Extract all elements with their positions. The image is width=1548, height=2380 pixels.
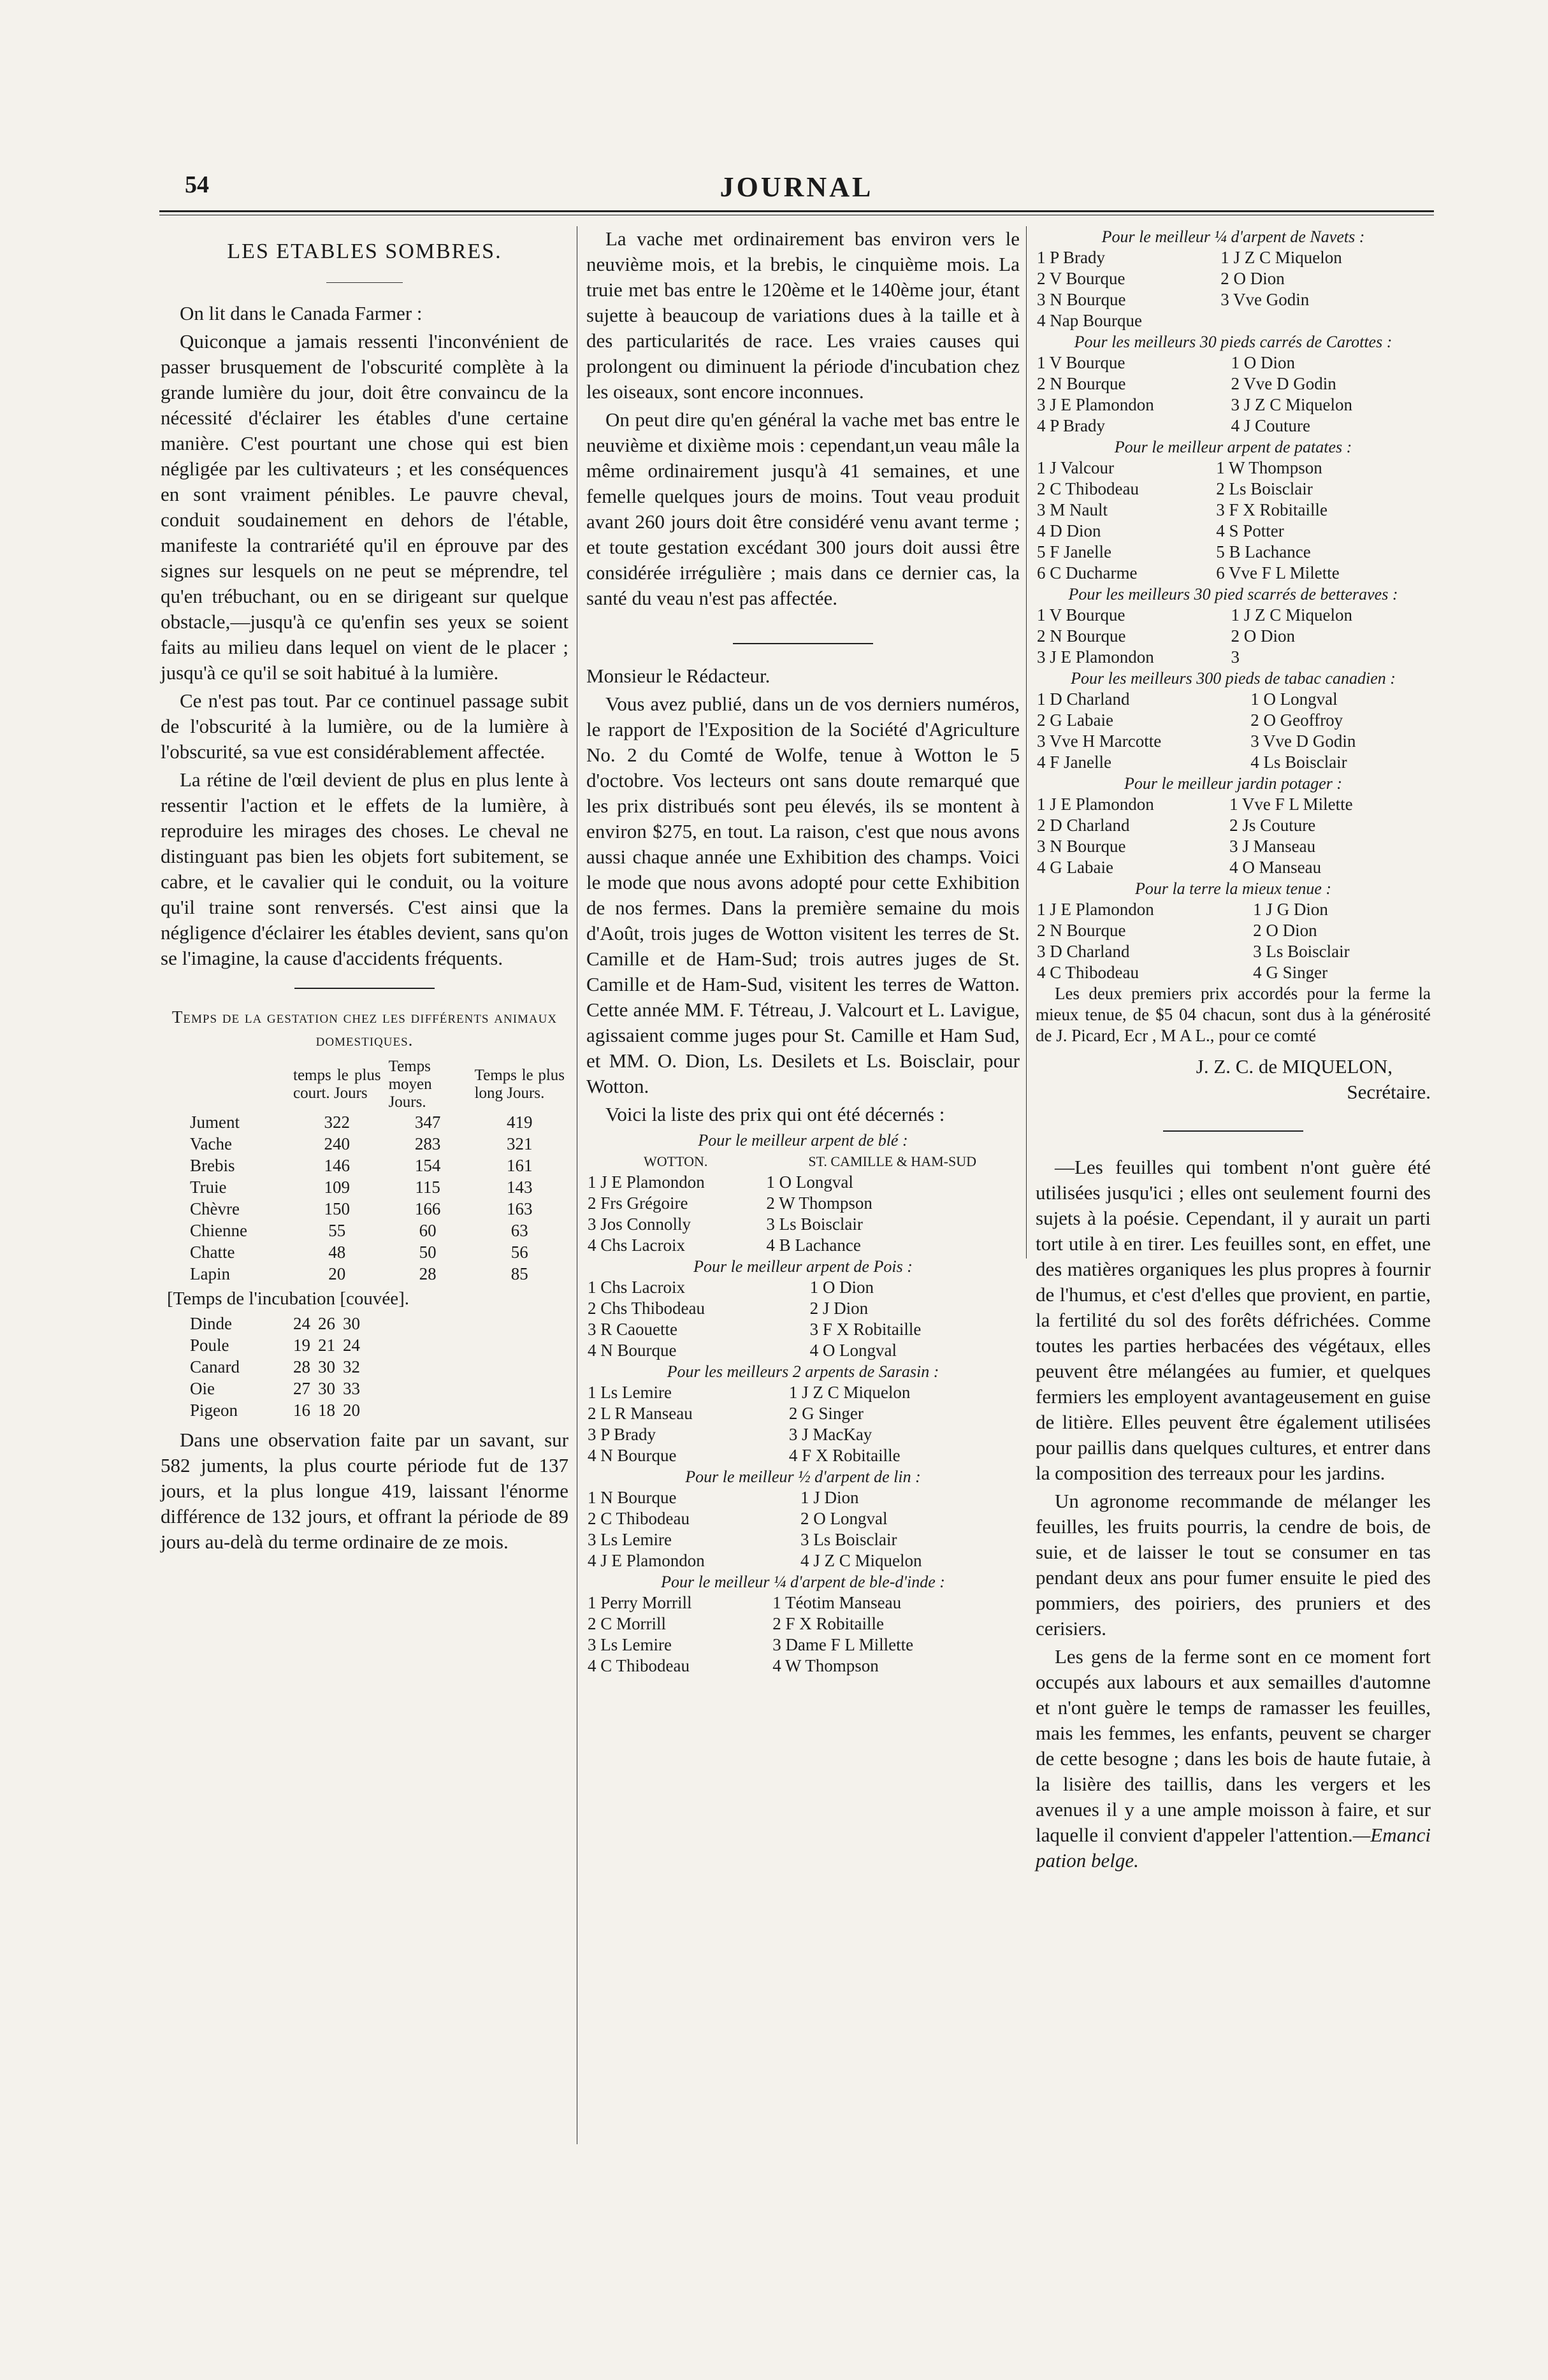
table-cell: 3 Ls Boisclair	[1253, 942, 1350, 961]
table-row	[186, 1399, 364, 1421]
prize-row	[586, 1340, 1020, 1361]
table-cell: 1 J G Dion	[1253, 900, 1328, 919]
signature-name: J. Z. C. de MIQUELON,	[1196, 1055, 1392, 1078]
table-cell: 18	[318, 1401, 335, 1420]
table-cell: 2 N Bourque	[1037, 374, 1126, 393]
table-cell: 2 C Morrill	[588, 1614, 667, 1633]
header-cell: Temps moyen Jours.	[388, 1058, 432, 1111]
prize-row	[586, 1214, 1020, 1235]
prize-heading: Pour les meilleurs 300 pieds de tabac canadien :	[1071, 669, 1396, 688]
table-row	[186, 1334, 364, 1356]
header-cell: temps le plus court. Jours	[293, 1067, 381, 1102]
column-3	[1036, 226, 1431, 1876]
table-cell: 3 D Charland	[1037, 942, 1130, 961]
prize-row	[586, 1319, 1020, 1340]
prize-row	[1036, 752, 1431, 773]
table-header-row	[186, 1058, 568, 1111]
table-cell: 154	[414, 1156, 441, 1175]
table-cell: 20	[328, 1264, 346, 1283]
table-cell: 2 F X Robitaille	[772, 1614, 884, 1633]
table-cell: Vache	[190, 1134, 232, 1153]
table-cell: 4 P Brady	[1037, 416, 1105, 435]
column-1	[161, 226, 568, 1557]
signature-title: Secrétaire.	[1347, 1081, 1431, 1103]
table-cell: 4 F X Robitaille	[788, 1446, 901, 1465]
table-cell: 3 Ls Boisclair	[800, 1530, 897, 1549]
prize-heading: Pour le meilleur jardin potager :	[1124, 774, 1343, 793]
paragraph: On lit dans le Canada Farmer :	[180, 302, 423, 324]
table-cell: 2 J Dion	[809, 1299, 869, 1318]
table-cell: 1 P Brady	[1037, 248, 1105, 267]
table-cell: Brebis	[190, 1156, 235, 1175]
table-cell: 3 F X Robitaille	[809, 1320, 922, 1339]
table-cell: 240	[324, 1134, 351, 1153]
prize-row	[1036, 521, 1431, 542]
table-cell: 4 G Singer	[1253, 963, 1328, 982]
column-label: WOTTON.	[643, 1153, 708, 1169]
table-cell: 63	[510, 1221, 528, 1240]
paragraph: Les deux premiers prix accordés pour la ferme la mieux tenue, de $5 04 chacun, sont dus à la générosité de J. Picard, Ecr , M A L., pour ce comté	[1036, 984, 1431, 1045]
column-label: ST. CAMILLE & HAM-SUD	[808, 1153, 976, 1169]
prize-row	[1036, 626, 1431, 647]
incubation-table	[186, 1313, 364, 1421]
table-cell: Dinde	[190, 1314, 232, 1333]
table-cell: Chienne	[190, 1221, 247, 1240]
table-row	[186, 1356, 364, 1378]
prize-heading: Pour le meilleur ¼ d'arpent de ble-d'inde :	[661, 1573, 945, 1591]
table-cell: 2 G Labaie	[1037, 710, 1113, 730]
table-cell: 4 F Janelle	[1037, 753, 1111, 772]
table-cell: 1 J Z C Miquelon	[1231, 605, 1353, 624]
table-cell: 1 V Bourque	[1037, 353, 1125, 372]
prize-row	[586, 1655, 1020, 1677]
table-cell: 1 J Z C Miquelon	[788, 1383, 911, 1402]
table-cell: 4 O Longval	[809, 1341, 897, 1360]
table-cell: Canard	[190, 1357, 240, 1376]
table-cell: 3 Vve H Marcotte	[1037, 732, 1162, 751]
table-cell: 4 Ls Boisclair	[1250, 753, 1347, 772]
prize-table-betteraves	[1036, 605, 1431, 668]
prize-heading: Pour les meilleurs 2 arpents de Sarasin :	[667, 1362, 939, 1381]
prize-table-wheat	[586, 1151, 1020, 1256]
table-cell: 3 Vve D Godin	[1250, 732, 1356, 751]
table-cell: 2 C Thibodeau	[588, 1509, 690, 1528]
table-cell: 3	[1231, 647, 1240, 667]
table-cell: 30	[343, 1314, 360, 1333]
prize-row	[1036, 605, 1431, 626]
paragraph: La vache met ordinairement bas environ vers le neuvième mois, et la brebis, le cinquième mois. La truie met bas entre le 120ème et le 140ème jour, étant sujette à beaucoup de variations dues à la taille et à des particularités de race. Les vraies causes qui prolongent ou diminuent la période d'incubation chez les oiseaux, sont encore inconnues.	[586, 227, 1020, 403]
prize-table-patates	[1036, 458, 1431, 584]
table-title: Temps de la gestation chez les différents animaux domestiques.	[171, 1007, 558, 1049]
table-row	[186, 1378, 364, 1399]
prize-row	[1036, 647, 1431, 668]
table-row	[186, 1176, 568, 1198]
table-cell: 1 W Thompson	[1216, 458, 1322, 477]
paragraph: Dans une observation faite par un savant, sur 582 juments, la plus courte période fut de 137 jours, et la plus longue 419, laissant l'énorme différence de 132 jours, et offrant la période de 89 jours au-delà du terme ordinaire de ze mois.	[161, 1429, 568, 1553]
table-row	[186, 1133, 568, 1155]
prize-table-lin	[586, 1487, 1020, 1571]
gestation-table	[186, 1058, 568, 1285]
table-cell: 1 O Longval	[766, 1172, 853, 1192]
prize-row	[1036, 542, 1431, 563]
paragraph	[1036, 1644, 1431, 1873]
table-cell: 321	[507, 1134, 533, 1153]
prize-row	[1036, 394, 1431, 415]
table-cell: 1 J Z C Miquelon	[1220, 248, 1342, 267]
table-cell: 3 Jos Connolly	[588, 1215, 691, 1234]
prize-row	[1036, 857, 1431, 878]
prize-row	[1036, 815, 1431, 836]
table-cell: 1 O Longval	[1250, 689, 1338, 709]
table-cell: 2 O Dion	[1231, 626, 1296, 645]
table-cell: 115	[415, 1178, 440, 1197]
prize-row	[1036, 268, 1431, 289]
table-cell: 24	[293, 1314, 310, 1333]
table-cell: 1 N Bourque	[588, 1488, 677, 1507]
table-cell: 1 J Valcour	[1037, 458, 1114, 477]
prize-row	[586, 1487, 1020, 1508]
table-row	[186, 1155, 568, 1176]
table-cell: 4 S Potter	[1216, 521, 1284, 540]
table-cell: 2 O Dion	[1253, 921, 1317, 940]
table-cell: 3 Vve Godin	[1220, 290, 1310, 309]
table-cell: 6 C Ducharme	[1037, 563, 1138, 582]
prize-row	[1036, 310, 1431, 331]
table-cell: 3 J Manseau	[1229, 837, 1316, 856]
table-cell: 2 O Geoffroy	[1250, 710, 1343, 730]
table-cell: 3 Ls Boisclair	[766, 1215, 863, 1234]
table-cell: 4 Nap Bourque	[1037, 311, 1142, 330]
prize-table-navets	[1036, 247, 1431, 331]
prize-heading: Pour les meilleurs 30 pieds carrés de Carottes :	[1074, 333, 1392, 351]
table-cell: 1 J E Plamondon	[1037, 795, 1154, 814]
paragraph: Vous avez publié, dans un de vos derniers numéros, le rapport de l'Exposition de la Société d'Agriculture No. 2 du Comté de Wolfe, tenue à Wotton le 5 d'octobre. Vos lecteurs ont sans doute remarqué que les prix distribués sont peu élevés, ils se montent à environ $275, en tout. La raison, c'est que nous avons aussi chaque année une Exhibition des champs. Voici le mode que nous avons adopté pour cette Exhibition de nos fermes. Dans la première semaine du mois d'Août, trois juges de Wotton visitent les terres de St. Camille et de Ham-Sud; trois autres juges de St. Camille et de Ham-Sud, visitent les terres de Watton. Cette année MM. F. Tétreau, J. Valcourt et L. Lavigue, agissaient comme juges pour St. Camille et Ham Sud, et MM. O. Dion, Ls. Desilets et Ls. Boisclair, pour Wotton.	[586, 693, 1020, 1097]
table-cell: 3 N Bourque	[1037, 837, 1126, 856]
source-credit: —Emanci pation belge.	[1036, 1824, 1431, 1872]
prize-row	[1036, 352, 1431, 373]
prize-row	[586, 1508, 1020, 1529]
table-cell: 1 J E Plamondon	[588, 1172, 705, 1192]
header-cell	[186, 1058, 289, 1111]
prize-row	[586, 1172, 1020, 1193]
prize-row	[1036, 962, 1431, 983]
prize-table-tabac	[1036, 689, 1431, 773]
table-cell: 4 G Labaie	[1037, 858, 1113, 877]
journal-title: JOURNAL	[720, 171, 874, 203]
table-cell: 2 L R Manseau	[588, 1404, 693, 1423]
prize-row	[586, 1382, 1020, 1403]
prize-heading: Pour les meilleurs 30 pied scarrés de betteraves :	[1068, 585, 1398, 603]
prize-row	[1036, 479, 1431, 500]
table-cell: 16	[293, 1401, 310, 1420]
table-cell: 3 Dame F L Millette	[772, 1635, 914, 1654]
table-cell: Chatte	[190, 1243, 235, 1262]
table-cell: 2 N Bourque	[1037, 921, 1126, 940]
column-2	[586, 226, 1020, 1677]
table-cell: Poule	[190, 1336, 229, 1355]
table-cell: 2 N Bourque	[1037, 626, 1126, 645]
prize-row	[1036, 836, 1431, 857]
table-cell: 1 Téotim Manseau	[772, 1593, 902, 1612]
table-cell: 322	[324, 1113, 351, 1132]
prize-row	[586, 1550, 1020, 1571]
table-cell: 166	[414, 1199, 441, 1218]
table-cell: 163	[507, 1199, 533, 1218]
prize-row	[586, 1634, 1020, 1655]
paragraph: —Les feuilles qui tombent n'ont guère été utilisées jusqu'ici ; elles ont seulement fourni des sujets à la poésie. Cependant, il y aurait un parti tort utile à en tirer. Les feuilles sont, en effet, une des matières organiques les plus propres à fournir de l'humus, et c'est d'elles que provient, en partie, la fertilité du sol des forêts défrichées. Comme toutes les parties herbacées des végétaux, elles peuvent être mélangées au fumier, et quelques fermiers les employent avantageusement en guise de litière. Elles peuvent être également utilisées pour paillis dans quelques cultures, et entrer dans la composition des terreaux pour les jardins.	[1036, 1156, 1431, 1484]
prize-row	[586, 1193, 1020, 1214]
table-cell: 3 J Z C Miquelon	[1231, 395, 1353, 414]
table-cell: 4 C Thibodeau	[588, 1656, 690, 1675]
prize-row	[1036, 373, 1431, 394]
table-cell: 1 J Dion	[800, 1488, 859, 1507]
table-cell: 50	[419, 1243, 437, 1262]
table-cell: Oie	[190, 1379, 215, 1398]
prize-row	[1036, 458, 1431, 479]
prize-table-terre	[1036, 899, 1431, 983]
prize-heading: Pour la terre la mieux tenue :	[1134, 879, 1332, 898]
table-cell: 1 O Dion	[809, 1278, 874, 1297]
paragraph: Quiconque a jamais ressenti l'inconvénient de passer brusquement de l'obscurité complète à la grande lumière du jour, doit être convaincu de la nécessité d'éclairer les étables d'une certaine manière. C'est pourtant une chose qui est bien négligée par les cultivateurs ; et les conséquences en sont vraiment pénibles. Le pauvre cheval, conduit soudainement en dehors de l'étable, manifeste la contrariété qu'il en éprouve par des signes sur lesquels on ne peut se méprendre, tel qu'en trébuchant, ou en se dirigeant sur quelque obstacle,—jusqu'à ce qu'enfin ses yeux se soient faits au milieu dans lequel on vient de le placer ; jusqu'à ce qu'il se soit habitué à la lumière.	[161, 330, 568, 684]
table-cell: 5 B Lachance	[1216, 542, 1311, 561]
table-cell: Chèvre	[190, 1199, 240, 1218]
table-cell: Lapin	[190, 1264, 230, 1283]
prize-row	[1036, 415, 1431, 436]
prize-row	[586, 1235, 1020, 1256]
prize-row	[1036, 710, 1431, 731]
table-cell: 1 D Charland	[1037, 689, 1130, 709]
table-cell: 4 B Lachance	[766, 1236, 861, 1255]
separator-rule	[733, 643, 873, 644]
prize-row	[586, 1424, 1020, 1445]
table-cell: 2 W Thompson	[766, 1194, 872, 1213]
table-cell: 6 Vve F L Milette	[1216, 563, 1340, 582]
page-header	[159, 171, 1434, 209]
table-cell: 3 M Nault	[1037, 500, 1108, 519]
table-row	[186, 1111, 568, 1133]
prize-table-pois	[586, 1277, 1020, 1361]
title-rule	[326, 282, 403, 283]
table-cell: 2 C Thibodeau	[1037, 479, 1139, 498]
table-cell: 3 Ls Lemire	[588, 1530, 672, 1549]
paragraph: Ce n'est pas tout. Par ce continuel passage subit de l'obscurité à la lumière, ou de la lumière à l'obscurité, sa vue est considérablement affectée.	[161, 689, 568, 763]
column-divider-2	[1026, 226, 1027, 1259]
table-cell: 161	[507, 1156, 533, 1175]
table-cell: Pigeon	[190, 1401, 238, 1420]
prize-table-sarrasin	[586, 1382, 1020, 1466]
table-cell: 85	[510, 1264, 528, 1283]
prize-table-ble-inde	[586, 1592, 1020, 1677]
table-cell: 60	[419, 1221, 437, 1240]
prize-row	[1036, 563, 1431, 584]
prize-row	[1036, 500, 1431, 521]
paragraph: Un agronome recommande de mélanger les feuilles, les fruits pourris, la cendre de bois, de suie, et de laisser le tout se consumer en tas pendant deux ans pour fumer ensuite le pied des pommiers, des poiriers, des pruniers et des cerisiers.	[1036, 1490, 1431, 1640]
prize-row	[1036, 689, 1431, 710]
table-cell: Jument	[190, 1113, 240, 1132]
table-cell: 2 Chs Thibodeau	[588, 1299, 705, 1318]
table-cell: 2 Frs Grégoire	[588, 1194, 688, 1213]
table-cell: 4 O Manseau	[1229, 858, 1322, 877]
prize-row	[586, 1445, 1020, 1466]
table-cell: 1 J E Plamondon	[1037, 900, 1154, 919]
prize-row	[586, 1613, 1020, 1634]
table-row	[186, 1241, 568, 1263]
prize-table-carottes	[1036, 352, 1431, 436]
table-cell: 347	[414, 1113, 441, 1132]
table-cell: 3 N Bourque	[1037, 290, 1126, 309]
table-cell: 419	[507, 1113, 533, 1132]
table-cell: 3 J MacKay	[788, 1425, 872, 1444]
table-cell: 20	[343, 1401, 360, 1420]
table-cell: 1 O Dion	[1231, 353, 1296, 372]
article-title: LES ETABLES SOMBRES.	[227, 240, 502, 263]
table-cell: 4 D Dion	[1037, 521, 1101, 540]
table-cell: 4 J Couture	[1231, 416, 1311, 435]
prize-heading: Pour le meilleur ¼ d'arpent de Navets :	[1101, 227, 1365, 246]
table-cell: 3 J E Plamondon	[1037, 647, 1154, 667]
table-row	[186, 1263, 568, 1285]
prize-row	[1036, 731, 1431, 752]
table-cell: 146	[324, 1156, 351, 1175]
table-cell: 283	[414, 1134, 441, 1153]
table-cell: 4 N Bourque	[588, 1446, 677, 1465]
prize-row	[1036, 941, 1431, 962]
table-cell: 56	[510, 1243, 528, 1262]
prize-row	[1036, 247, 1431, 268]
table-cell: 2 D Charland	[1037, 816, 1130, 835]
page-number: 54	[185, 171, 209, 198]
table-cell: 2 G Singer	[788, 1404, 864, 1423]
table-cell: 32	[343, 1357, 360, 1376]
prize-row	[586, 1592, 1020, 1613]
table-cell: 4 W Thompson	[772, 1656, 879, 1675]
table-cell: 3 F X Robitaille	[1216, 500, 1328, 519]
table-cell: 1 Vve F L Milette	[1229, 795, 1353, 814]
separator-rule	[1163, 1130, 1303, 1132]
prize-row	[1036, 289, 1431, 310]
separator-rule	[294, 988, 435, 989]
table-cell: 33	[343, 1379, 360, 1398]
table-row	[186, 1198, 568, 1220]
table-cell: 27	[293, 1379, 310, 1398]
table-cell: 109	[324, 1178, 351, 1197]
paragraph-text: Les gens de la ferme sont en ce moment fort occupés aux labours et aux semailles d'automne et n'ont guère le temps de ramasser les feuilles, mais les femmes, les enfants, peuvent se charger de cette besogne ; dans les bois de haute futaie, à la lisière des taillis, dans les vergers et les avenues il y a une ample moisson à faire, et sur laquelle il convient d'appeler l'attention.	[1036, 1645, 1431, 1846]
table-cell: 3 R Caouette	[588, 1320, 677, 1339]
table-cell: 1 Chs Lacroix	[588, 1278, 685, 1297]
table-cell: 24	[343, 1336, 360, 1355]
table-cell: 4 C Thibodeau	[1037, 963, 1139, 982]
prize-columns	[586, 1151, 1020, 1172]
table-cell: 5 F Janelle	[1037, 542, 1111, 561]
table-cell: 3 J E Plamondon	[1037, 395, 1154, 414]
table-cell: 19	[293, 1336, 310, 1355]
table-cell: 3 P Brady	[588, 1425, 656, 1444]
prize-row	[1036, 899, 1431, 920]
table-cell: 1 V Bourque	[1037, 605, 1125, 624]
table-row	[186, 1313, 364, 1334]
table-cell: 21	[318, 1336, 335, 1355]
prize-table-jardin	[1036, 794, 1431, 878]
prize-row	[586, 1529, 1020, 1550]
prize-heading: Pour le meilleur arpent de patates :	[1114, 438, 1352, 456]
prize-row	[586, 1277, 1020, 1298]
prize-row	[1036, 920, 1431, 941]
prize-heading: Pour le meilleur arpent de blé :	[698, 1131, 908, 1150]
table-cell: 143	[507, 1178, 533, 1197]
table-cell: 3 Ls Lemire	[588, 1635, 672, 1654]
prize-heading: Pour le meilleur ½ d'arpent de lin :	[685, 1468, 921, 1486]
table-cell: 150	[324, 1199, 351, 1218]
table-cell: 1 Perry Morrill	[588, 1593, 692, 1612]
prize-row	[586, 1298, 1020, 1319]
table-cell: 2 Ls Boisclair	[1216, 479, 1313, 498]
table-cell: 1 Ls Lemire	[588, 1383, 672, 1402]
header-rule	[159, 210, 1434, 212]
table-cell: 4 N Bourque	[588, 1341, 677, 1360]
table-cell: 2 Js Couture	[1229, 816, 1316, 835]
incubation-label: [Temps de l'incubation [couvée].	[167, 1288, 410, 1309]
table-cell: 48	[328, 1243, 346, 1262]
table-cell: 2 Vve D Godin	[1231, 374, 1336, 393]
prize-row	[586, 1403, 1020, 1424]
table-cell: 4 J Z C Miquelon	[800, 1551, 922, 1570]
table-cell: 30	[318, 1357, 335, 1376]
table-row	[186, 1220, 568, 1241]
table-cell: 26	[318, 1314, 335, 1333]
table-cell: 30	[318, 1379, 335, 1398]
paragraph: Voici la liste des prix qui ont été décernés :	[605, 1103, 945, 1125]
table-cell	[1219, 310, 1431, 331]
table-cell: 2 V Bourque	[1037, 269, 1125, 288]
prize-heading: Pour le meilleur arpent de Pois :	[693, 1257, 913, 1276]
table-cell: 28	[293, 1357, 310, 1376]
table-cell: 4 J E Plamondon	[588, 1551, 705, 1570]
table-cell: Truie	[190, 1178, 227, 1197]
paragraph: On peut dire qu'en général la vache met bas entre le neuvième et dixième mois : cependant,un veau mâle la même ordinairement jusqu'à 41 semaines, et une femelle quelques jours de moins. Tout veau produit avant 260 jours doit être considéré venu avant terme ; et toute gestation excédant 300 jours doit aussi être considérée irrégulière ; mais dans ce dernier cas, la santé du veau n'est pas affectée.	[586, 408, 1020, 609]
salutation: Monsieur le Rédacteur.	[586, 665, 770, 687]
table-cell: 55	[328, 1221, 346, 1240]
paragraph: La rétine de l'œil devient de plus en plus lente à ressentir l'action et le effets de la lumière, à reproduire les mirages des choses. Le cheval ne distinguant pas bien les objets fort subitement, se cabre, et le cavalier qui le conduit, ou la voiture qu'il traine sont renversés. C'est ainsi que la négligence d'éclairer les étables devient, sans qu'on se l'imagine, la cause d'accidents fréquents.	[161, 768, 568, 969]
table-cell: 2 O Dion	[1220, 269, 1285, 288]
table-cell: 2 O Longval	[800, 1509, 888, 1528]
prize-row	[1036, 794, 1431, 815]
table-cell: 28	[419, 1264, 437, 1283]
table-cell: 4 Chs Lacroix	[588, 1236, 685, 1255]
header-cell: Temps le plus long Jours.	[474, 1067, 565, 1102]
